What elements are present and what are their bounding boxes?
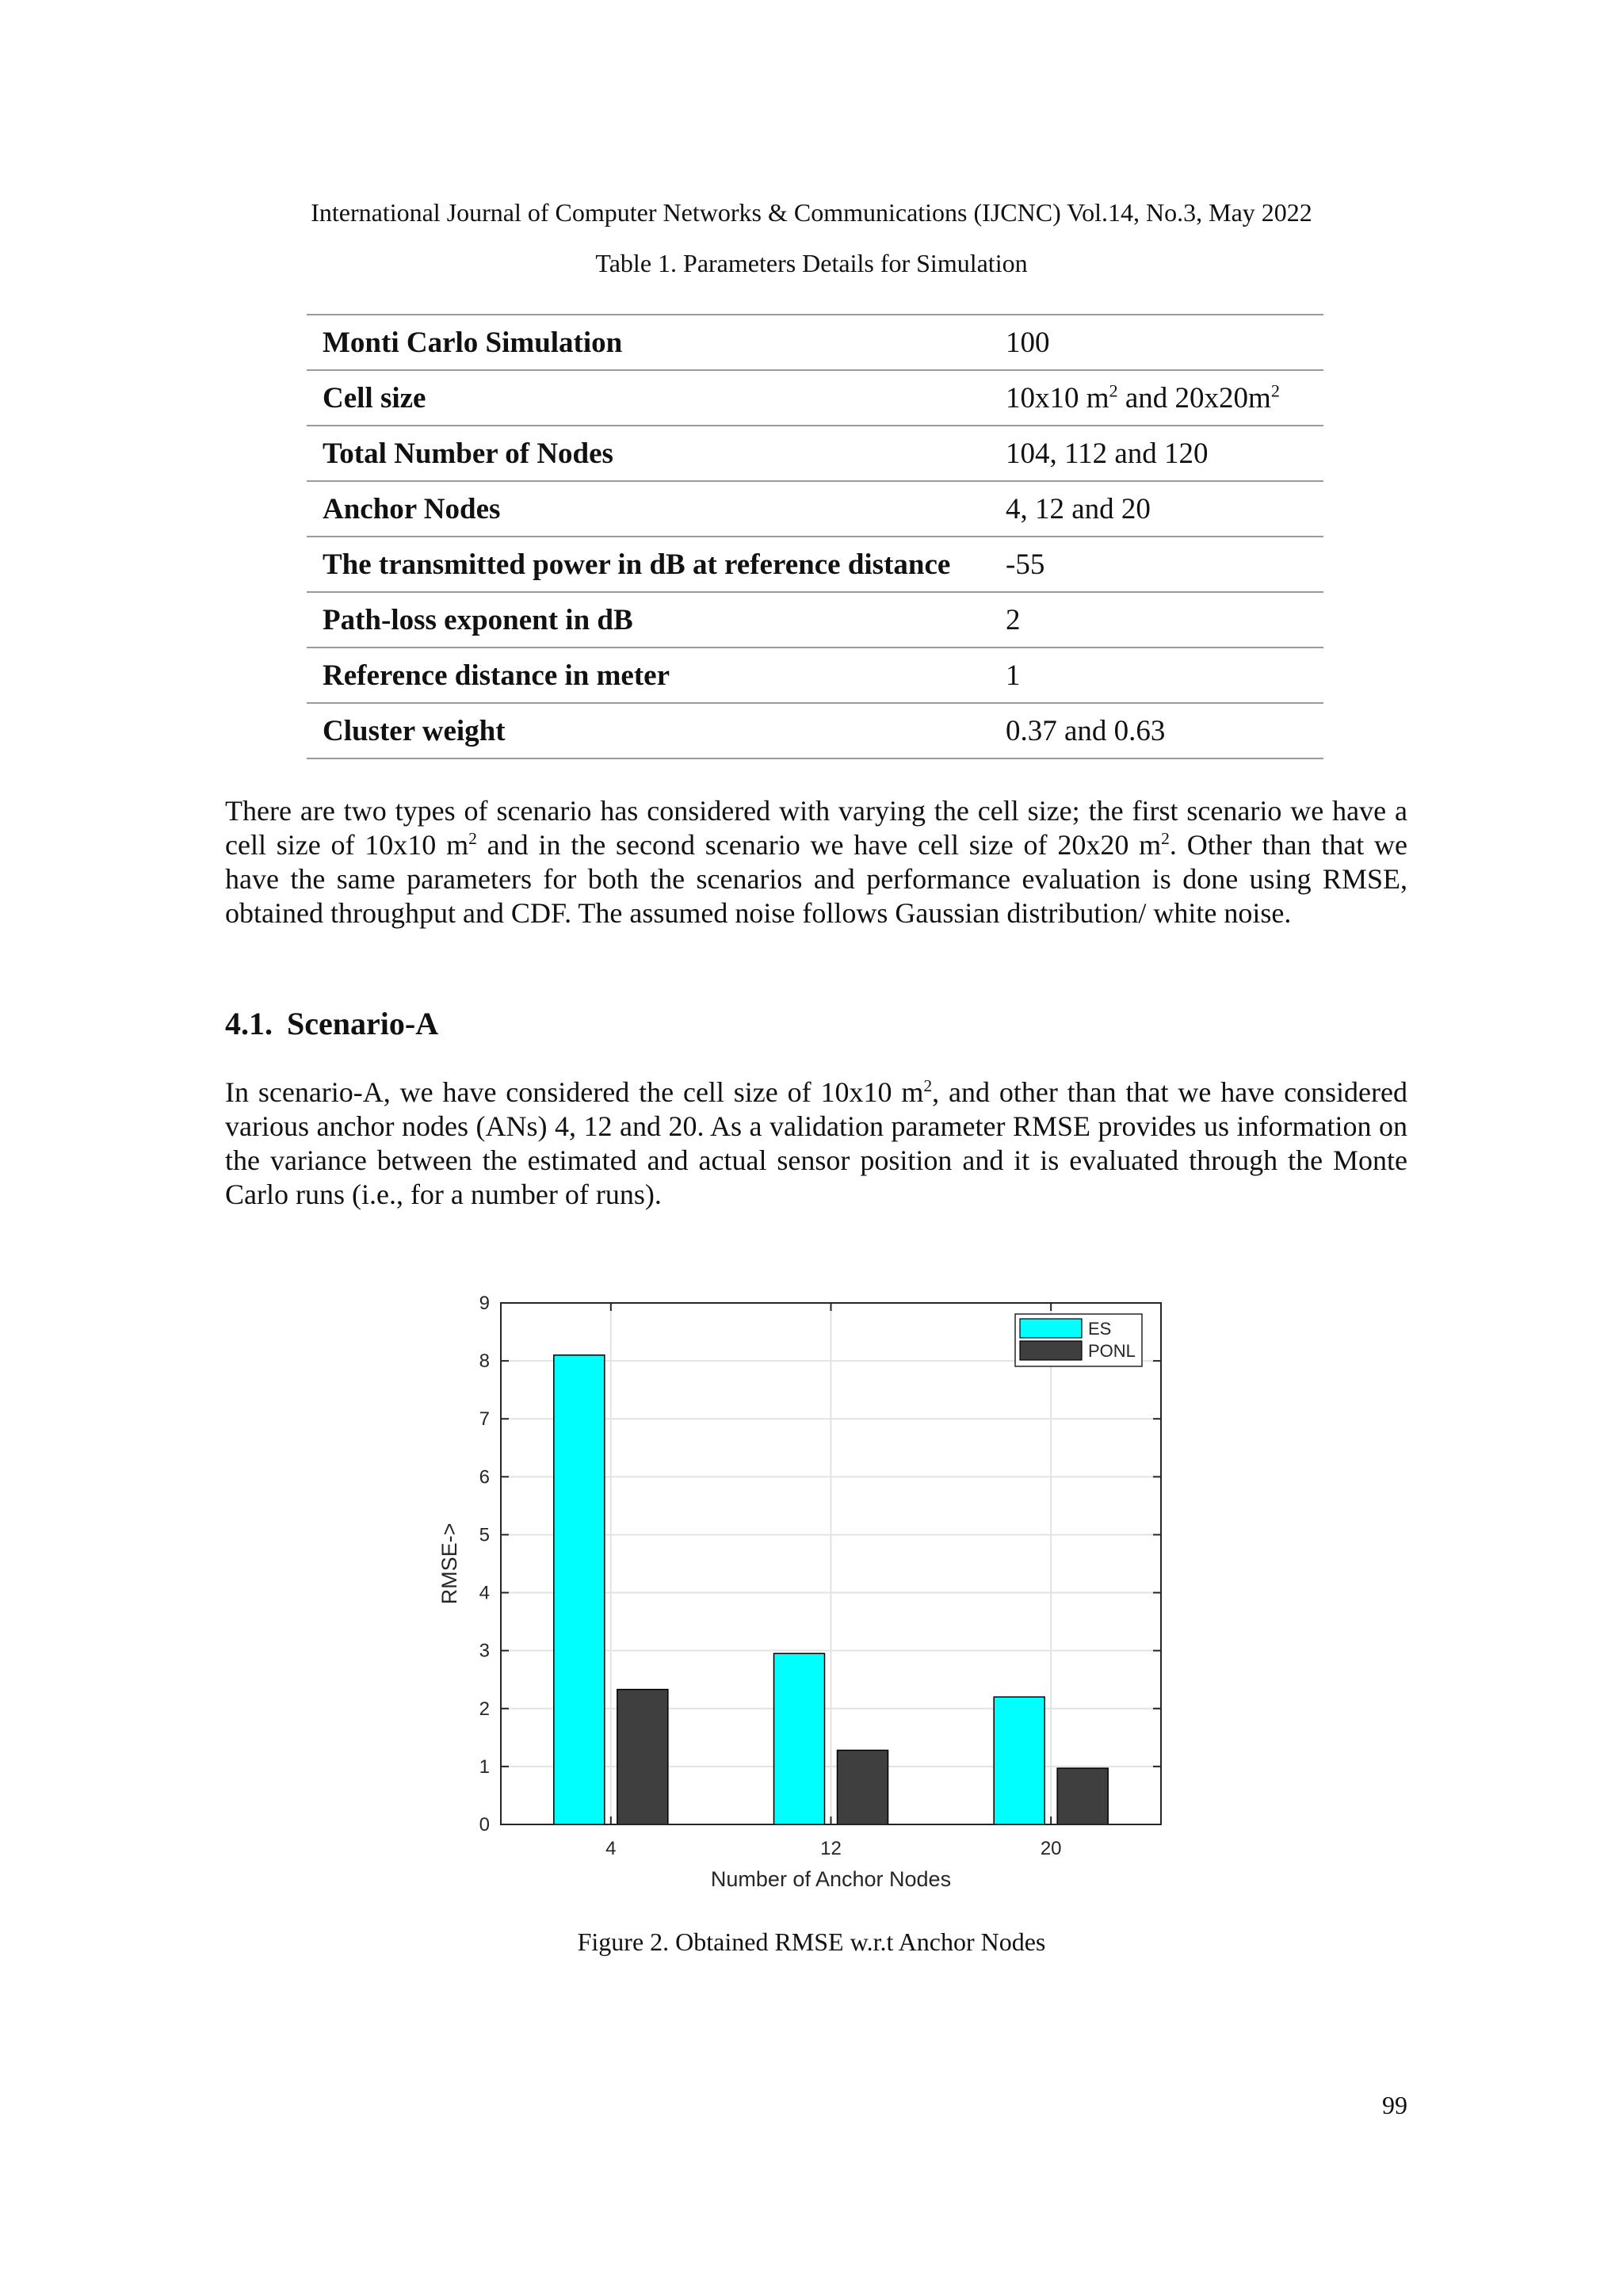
superscript: 2 — [468, 829, 477, 848]
parameter-label: The transmitted power in dB at reference distance — [307, 537, 993, 592]
section-heading — [225, 1005, 438, 1043]
superscript: 2 — [1109, 380, 1118, 401]
x-tick-label: 4 — [605, 1838, 617, 1859]
text-run: , and other than that we have considered various anchor nodes (ANs) 4, 12 and 20. As a validation parameter RMSE provides us information on the variance between the estimated and actual sensor position and it is evaluated through the Monte Carlo runs (i.e., for a number of runs). — [225, 1076, 1408, 1210]
table-row — [307, 537, 1323, 592]
y-tick-label: 9 — [479, 1293, 490, 1314]
y-tick-label: 5 — [479, 1524, 490, 1546]
x-tick-label: 20 — [1040, 1838, 1062, 1859]
parameter-value: 100 — [993, 315, 1323, 370]
rmse-bar-chart — [428, 1268, 1189, 1894]
y-tick-label: 0 — [479, 1814, 490, 1836]
y-axis-label: RMSE-> — [437, 1522, 461, 1605]
y-tick-label: 7 — [479, 1408, 490, 1431]
y-tick-label: 4 — [479, 1582, 490, 1604]
parameter-value: -55 — [993, 537, 1323, 592]
superscript: 2 — [923, 1076, 933, 1095]
y-tick-label: 2 — [479, 1698, 490, 1720]
figure-caption: Figure 2. Obtained RMSE w.r.t Anchor Nodes — [577, 1927, 1046, 1956]
table-row — [307, 481, 1323, 537]
bar-es-12 — [774, 1653, 825, 1824]
x-tick-label: 12 — [820, 1838, 842, 1859]
y-tick-label: 3 — [479, 1640, 490, 1662]
parameter-label: Total Number of Nodes — [307, 426, 993, 481]
table-row — [307, 648, 1323, 703]
y-tick-label: 6 — [479, 1466, 490, 1488]
parameter-value: 0.37 and 0.63 — [993, 703, 1323, 758]
cell-size-b: and 20x20m — [1117, 381, 1271, 415]
body-paragraph-2 — [225, 1075, 1407, 1212]
bar-es-4 — [554, 1355, 605, 1824]
bar-ponl-12 — [838, 1750, 888, 1824]
parameter-label: Anchor Nodes — [307, 481, 993, 537]
table-row — [307, 426, 1323, 481]
x-axis-label: Number of Anchor Nodes — [710, 1867, 952, 1891]
parameter-value: 4, 12 and 20 — [993, 481, 1323, 537]
table-row — [307, 592, 1323, 648]
parameter-label: Monti Carlo Simulation — [307, 315, 993, 370]
text-run: and in the second scenario we have cell size of 20x20 m — [476, 829, 1162, 861]
bar-ponl-20 — [1057, 1768, 1108, 1824]
table-row — [307, 370, 1323, 426]
paragraph-text — [225, 1075, 1407, 1212]
bar-ponl-4 — [617, 1690, 668, 1824]
y-tick-label: 8 — [479, 1350, 490, 1373]
parameter-value: 2 — [993, 592, 1323, 648]
y-tick-label: 1 — [479, 1755, 490, 1778]
text-run: . Other than that we have the same parameters for both the scenarios and performance evaluation is done using RMSE, obtained throughput and CDF. The assumed noise follows Gaussian distribution/ white noise. — [225, 829, 1407, 929]
table-caption: Table 1. Parameters Details for Simulation — [595, 249, 1028, 277]
parameter-label: Reference distance in meter — [307, 648, 993, 703]
parameters-table — [307, 314, 1323, 759]
parameter-label: Path-loss exponent in dB — [307, 592, 993, 648]
section-title: Scenario-A — [287, 1006, 439, 1041]
legend-swatch-es — [1020, 1319, 1082, 1338]
text-run: In scenario-A, we have considered the cell size of 10x10 m — [225, 1076, 924, 1108]
cell-size-a: 10x10 m — [1006, 381, 1109, 415]
body-paragraph-1 — [225, 794, 1407, 930]
section-number: 4.1. — [225, 1006, 273, 1041]
parameter-label: Cluster weight — [307, 703, 993, 758]
superscript: 2 — [1161, 829, 1170, 848]
superscript: 2 — [1270, 380, 1280, 401]
parameter-label: Cell size — [307, 370, 993, 426]
table-row — [307, 315, 1323, 370]
legend-label-ponl: PONL — [1088, 1341, 1136, 1361]
page-number: 99 — [1382, 2091, 1407, 2119]
legend-swatch-ponl — [1020, 1341, 1082, 1360]
paragraph-text — [225, 794, 1407, 930]
bar-es-20 — [994, 1697, 1044, 1824]
parameter-value: 1 — [993, 648, 1323, 703]
running-header: International Journal of Computer Networks & Communications (IJCNC) Vol.14, No.3, May 2022 — [311, 198, 1312, 227]
legend-label-es: ES — [1088, 1319, 1112, 1339]
parameter-value: 104, 112 and 120 — [993, 426, 1323, 481]
text-run: There are two types of scenario has considered with varying the cell size; the first scenario we have a cell size of 10x10 m — [225, 795, 1407, 861]
parameter-value — [993, 370, 1323, 426]
table-row — [307, 703, 1323, 758]
